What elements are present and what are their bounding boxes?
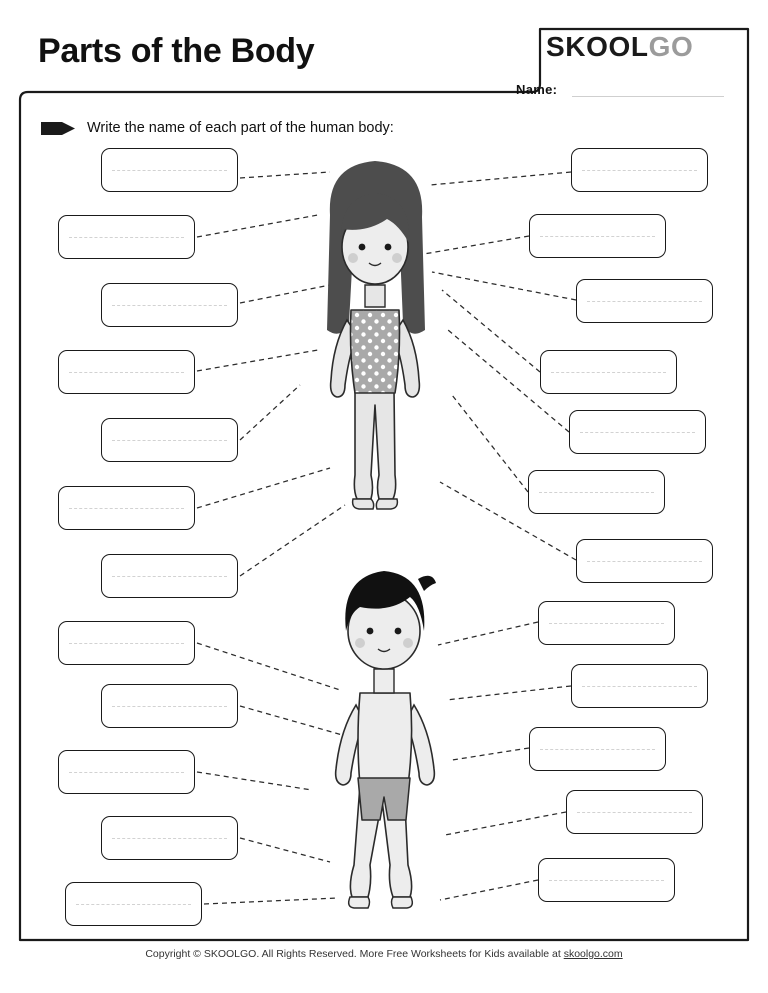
answer-box-right-6[interactable]	[528, 470, 665, 514]
writing-line	[551, 372, 666, 373]
writing-line	[112, 305, 227, 306]
answer-box-right-12[interactable]	[538, 858, 675, 902]
answer-box-right-2[interactable]	[529, 214, 666, 258]
answer-box-left-1[interactable]	[101, 148, 238, 192]
answer-box-right-9[interactable]	[571, 664, 708, 708]
brand-primary: SKOOL	[546, 31, 649, 62]
writing-line	[540, 236, 655, 237]
answer-box-left-10[interactable]	[58, 750, 195, 794]
answer-box-left-7[interactable]	[101, 554, 238, 598]
writing-line	[540, 749, 655, 750]
writing-line	[69, 508, 184, 509]
answer-box-right-7[interactable]	[576, 539, 713, 583]
answer-box-left-4[interactable]	[58, 350, 195, 394]
answer-box-right-8[interactable]	[538, 601, 675, 645]
answer-box-left-3[interactable]	[101, 283, 238, 327]
writing-line	[112, 170, 227, 171]
writing-line	[76, 904, 191, 905]
answer-box-right-11[interactable]	[566, 790, 703, 834]
arrow-icon	[40, 120, 76, 137]
writing-line	[577, 812, 692, 813]
writing-line	[582, 686, 697, 687]
writing-line	[587, 561, 702, 562]
writing-line	[112, 440, 227, 441]
writing-line	[69, 237, 184, 238]
answer-box-left-2[interactable]	[58, 215, 195, 259]
answer-box-left-8[interactable]	[58, 621, 195, 665]
answer-box-right-10[interactable]	[529, 727, 666, 771]
instruction-text: Write the name of each part of the human body:	[87, 120, 394, 136]
answer-box-left-11[interactable]	[101, 816, 238, 860]
answer-box-right-5[interactable]	[569, 410, 706, 454]
answer-box-right-3[interactable]	[576, 279, 713, 323]
writing-line	[69, 372, 184, 373]
answer-box-left-6[interactable]	[58, 486, 195, 530]
writing-line	[112, 576, 227, 577]
brand-logo	[546, 31, 693, 63]
answer-box-right-1[interactable]	[571, 148, 708, 192]
footer	[0, 948, 768, 960]
name-label: Name:	[516, 82, 558, 97]
footer-link[interactable]: skoolgo.com	[563, 948, 623, 960]
writing-line	[69, 772, 184, 773]
name-input-line[interactable]	[572, 96, 724, 97]
answer-box-left-12[interactable]	[65, 882, 202, 926]
answer-box-right-4[interactable]	[540, 350, 677, 394]
page-title: Parts of the Body	[38, 32, 315, 70]
writing-line	[549, 623, 664, 624]
writing-line	[582, 170, 697, 171]
footer-text: Copyright © SKOOLGO. All Rights Reserved. More Free Worksheets for Kids available at	[145, 948, 564, 960]
girl-figure	[275, 155, 475, 525]
brand-secondary: GO	[648, 31, 694, 62]
answer-box-left-9[interactable]	[101, 684, 238, 728]
writing-line	[539, 492, 654, 493]
writing-line	[69, 643, 184, 644]
writing-line	[112, 706, 227, 707]
boy-figure	[290, 535, 480, 920]
answer-box-left-5[interactable]	[101, 418, 238, 462]
writing-line	[549, 880, 664, 881]
writing-line	[580, 432, 695, 433]
writing-line	[587, 301, 702, 302]
writing-line	[112, 838, 227, 839]
